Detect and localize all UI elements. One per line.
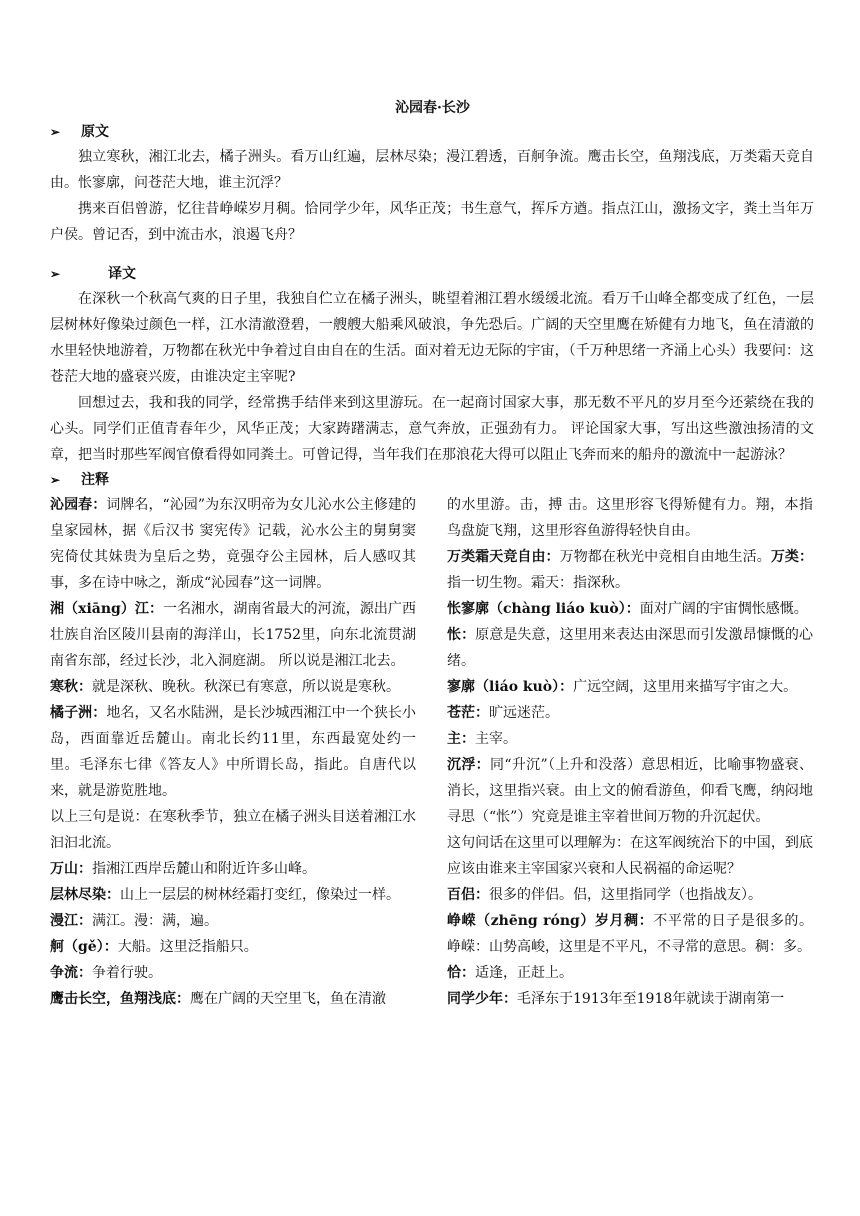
arrow-bullet-icon: ➢ [50,125,61,139]
note-entry: 沁园春：词牌名，“沁园”为东汉明帝为女儿沁水公主修建的皇家园林，据《后汉书 窦宪传》记载，沁水公主的舅舅窦宪倚仗其妹贵为皇后之势，竟强夺公主园林，后人感叹其事，多在诗中咏之，渐成“沁园春”这一词牌。 [50,497,416,591]
notes-right-column [447,492,813,1012]
section-heading-translation: ➢ 译文 [50,262,814,286]
note-entry: 以上三句是说：在寒秋季节，独立在橘子洲头目送着湘江水汩汩北流。 [50,809,416,851]
notes-columns [50,492,814,1112]
notes-left-column [50,492,416,1012]
note-entry: 的水里游。击，搏 击。这里形容飞得矫健有力。翔，本指鸟盘旋飞翔，这里形容鱼游得轻快自由。 [447,497,813,539]
note-entry: 鹰击长空，鱼翔浅底：鹰在广阔的天空里飞，鱼在清澈 [50,991,386,1007]
note-entry: 万山：指湘江西岸岳麓山和附近许多山峰。 [50,861,316,877]
note-entry: 层林尽染：山上一层层的树林经霜打变红，像染过一样。 [50,887,400,903]
note-entry: 寥廓（liáo kuò）：广远空阔，这里用来描写宇宙之大。 [447,679,798,695]
translation-paragraph-2: 回想过去，我和我的同学，经常携手结伴来到这里游玩。在一起商讨国家大事，那无数不平凡的岁月至今还萦绕在我的心头。同学们正值青春年少，风华正茂；大家踌躇满志，意气奔放，正强劲有力。 评论国家大事，写出这些激浊扬清的文章，把当时那些军阀官僚看得如同粪土。可曾记得，当年我们在那浪花大得可以阻止飞奔而来的船舟的激流中一起游泳？ [50,395,814,463]
note-entry: 主：主宰。 [447,731,517,747]
note-entry: 怅寥廓（chàng liáo kuò）：面对广阔的宇宙惆怅感慨。 [447,601,808,617]
note-entry: 苍茫：旷远迷茫。 [447,705,559,721]
translation-paragraph-1: 在深秋一个秋高气爽的日子里，我独自伫立在橘子洲头，眺望着湘江碧水缓缓北流。看万千山峰全都变成了红色，一层层树林好像染过颜色一样，江水清澈澄碧，一艘艘大船乘风破浪，争先恐后。广阔的天空里鹰在矫健有力地飞，鱼在清澈的水里轻快地游着，万物都在秋光中争着过自由自在的生活。面对着无边无际的宇宙，（千万种思绪一齐涌上心头）我要问：这苍茫大地的盛衰兴废，由谁决定主宰呢? [50,291,814,385]
note-entry: 橘子洲：地名，又名水陆洲，是长沙城西湘江中一个狭长小岛，西面靠近岳麓山。南北长约11里，东西最宽处约一里。毛泽东七律《答友人》中所谓长岛，指此。自唐代以来，就是游览胜地。 [50,705,417,799]
note-entry: 舸（gě）：大船。这里泛指船只。 [50,939,258,955]
note-entry: 万类霜天竞自由：万物都在秋光中竞相自由地生活。万类：指一切生物。霜天：指深秋。 [447,549,814,591]
note-entry: 怅：原意是失意，这里用来表达由深思而引发激昂慷慨的心绪。 [447,627,814,669]
note-entry: 寒秋：就是深秋、晚秋。秋深已有寒意，所以说是寒秋。 [50,679,400,695]
section-heading-notes: ➢ 注释 [50,468,814,492]
original-paragraph-1: 独立寒秋，湘江北去，橘子洲头。看万山红遍，层林尽染；漫江碧透，百舸争流。鹰击长空，鱼翔浅底，万类霜天竞自由。怅寥廓，问苍茫大地，谁主沉浮？ [50,149,814,191]
note-entry: 湘（xiāng）江：一名湘水，湖南省最大的河流，源出广西壮族自治区陵川县南的海洋山，长1752里，向东北流贯湖南省东部，经过长沙，北入洞庭湖。 所以说是湘江北去。 [50,601,416,669]
note-entry: 恰：适逢，正赶上。 [447,965,573,981]
note-entry: 同学少年：毛泽东于1913年至1918年就读于湖南第一 [447,991,785,1007]
document-page [50,96,814,1112]
note-entry: 沉浮：同“升沉”（上升和没落）意思相近，比喻事物盛衰、消长，这里指兴衰。由上文的俯看游鱼，仰看飞鹰，纳闷地寻思（“怅”）究竟是谁主宰着世间万物的升沉起伏。 [447,757,814,825]
note-entry: 这句问话在这里可以理解为：在这军阀统治下的中国，到底应该由谁来主宰国家兴衰和人民祸福的命运呢？ [447,835,813,877]
note-entry: 漫江：满江。漫：满，遍。 [50,913,218,929]
note-entry: 峥嵘（zhēng róng）岁月稠：不平常的日子是很多的。峥嵘：山势高峻，这里是不平凡，不寻常的意思。稠：多。 [447,913,813,955]
arrow-bullet-icon: ➢ [50,473,61,487]
note-entry: 争流：争着行驶。 [50,965,162,981]
section-heading-original: ➢ 原文 [50,120,814,144]
original-paragraph-2: 携来百侣曾游，忆往昔峥嵘岁月稠。恰同学少年，风华正茂；书生意气，挥斥方遒。指点江山，激扬文字，粪土当年万户侯。曾记否，到中流击水，浪遏飞舟？ [50,201,814,243]
arrow-bullet-icon: ➢ [50,267,61,281]
note-entry: 百侣：很多的伴侣。侣，这里指同学（也指战友）。 [447,887,762,903]
page-title: 沁园春·长沙 [395,100,470,116]
